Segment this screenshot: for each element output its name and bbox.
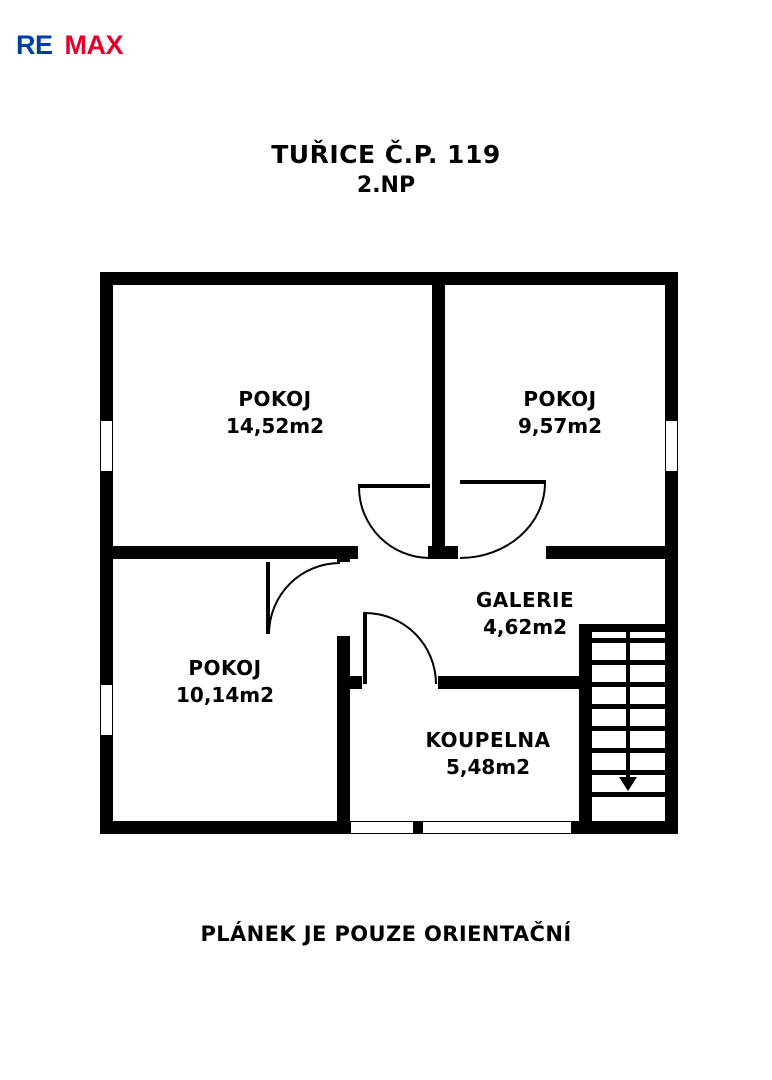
room-label-koupelna bbox=[388, 727, 588, 781]
stair-step-7 bbox=[592, 770, 678, 775]
room-area: 4,62m2 bbox=[482, 615, 568, 639]
remax-logo bbox=[16, 30, 123, 61]
room-area: 14,52m2 bbox=[225, 414, 325, 438]
room-name: POKOJ bbox=[523, 387, 597, 411]
room-name: GALERIE bbox=[475, 588, 575, 612]
stair-step-2 bbox=[592, 660, 678, 665]
door-leaf-pokoj-1014 bbox=[266, 562, 270, 634]
room-area: 10,14m2 bbox=[175, 683, 275, 707]
stair-direction-line bbox=[626, 632, 630, 780]
door-arc-pokoj-1014 bbox=[268, 562, 340, 634]
stair-step-8 bbox=[592, 792, 678, 797]
window-left-lower bbox=[100, 684, 113, 736]
stair-direction-arrow-icon bbox=[619, 777, 637, 791]
logo-text-max: MAX bbox=[64, 30, 124, 60]
room-label-galerie bbox=[440, 587, 610, 641]
stair-step-5 bbox=[592, 726, 678, 731]
window-bottom-right bbox=[422, 821, 572, 834]
page-title: TUŘICE Č.P. 119 bbox=[271, 140, 501, 169]
room-area: 5,48m2 bbox=[445, 755, 531, 779]
room-name: POKOJ bbox=[238, 387, 312, 411]
room-label-pokoj-1014 bbox=[140, 655, 310, 709]
window-right-upper bbox=[665, 420, 678, 472]
door-leaf-galerie bbox=[363, 612, 367, 684]
window-bottom-left bbox=[350, 821, 414, 834]
door-arc-galerie bbox=[365, 612, 437, 684]
stair-step-3 bbox=[592, 682, 678, 687]
stair-step-4 bbox=[592, 704, 678, 709]
floorplan-diagram bbox=[100, 272, 678, 834]
room-label-pokoj-1452 bbox=[190, 386, 360, 440]
window-left-upper bbox=[100, 420, 113, 472]
wall-top bbox=[100, 272, 678, 285]
logo-text-re: RE bbox=[16, 30, 53, 60]
door-leaf-pokoj-957 bbox=[460, 480, 546, 484]
door-leaf-pokoj-1452 bbox=[358, 484, 430, 488]
room-name: KOUPELNA bbox=[425, 728, 551, 752]
disclaimer-text: PLÁNEK JE POUZE ORIENTAČNÍ bbox=[200, 922, 572, 946]
room-label-pokoj-957 bbox=[475, 386, 645, 440]
wall-vertical-upper bbox=[432, 272, 445, 559]
room-area: 9,57m2 bbox=[517, 414, 603, 438]
page-subtitle: 2.NP bbox=[356, 173, 416, 198]
room-name: POKOJ bbox=[188, 656, 262, 680]
stair-step-6 bbox=[592, 748, 678, 753]
